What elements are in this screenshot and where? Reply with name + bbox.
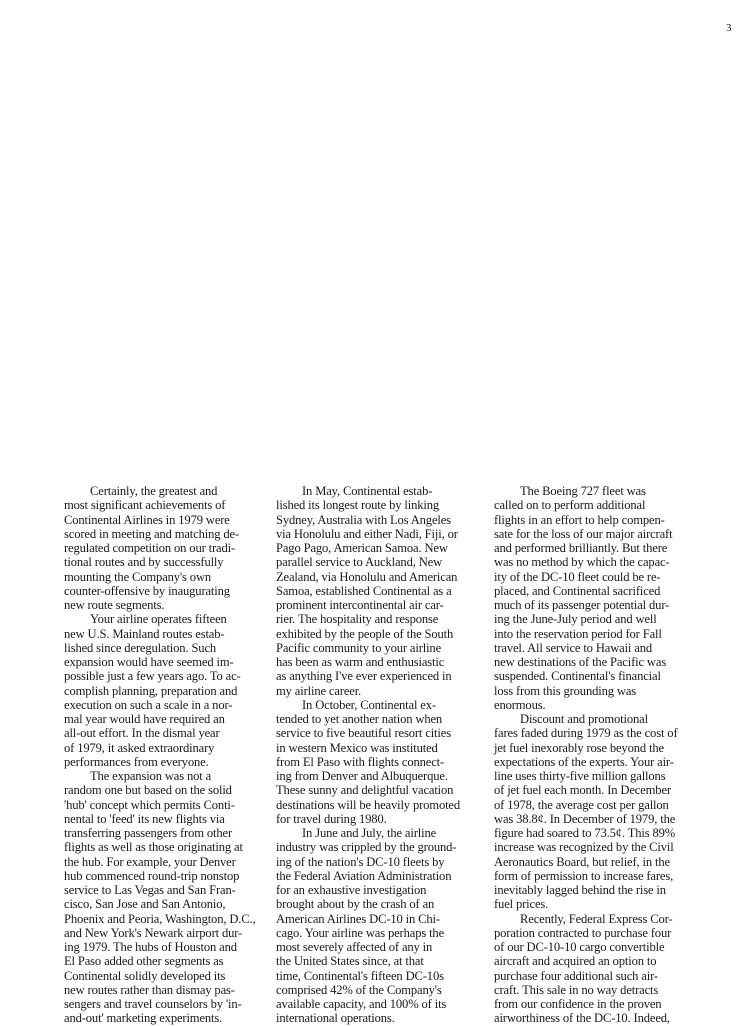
text-line: new destinations of the Pacific was <box>494 655 667 669</box>
text-line: destinations will be heavily promoted <box>276 797 461 812</box>
paragraph <box>494 484 712 712</box>
text-line: prominent intercontinental air car- <box>276 598 444 612</box>
text-line: complish planning, preparation and <box>64 683 238 698</box>
text-line: scored in meeting and matching de- <box>64 526 240 541</box>
paragraph <box>276 484 494 698</box>
text-line: time, Continental's fifteen DC-10s <box>276 968 444 983</box>
text-line: of our DC-10-10 cargo convertible <box>494 940 665 954</box>
text-line: In October, Continental ex- <box>302 697 436 712</box>
text-line: The expansion was not a <box>90 769 212 783</box>
page-number: 3 <box>726 22 732 34</box>
text-line: travel. All service to Hawaii and <box>494 640 653 655</box>
text-line: poration contracted to purchase four <box>494 925 672 940</box>
text-line: ity of the DC-10 fleet could be re- <box>494 569 661 584</box>
text-line: ing the June-July period and well <box>494 612 657 627</box>
text-line: Pacific community to your airline <box>276 640 442 655</box>
text-line: brought about by the crash of an <box>276 897 435 912</box>
text-line: purchase four additional such air- <box>494 968 658 983</box>
text-line: comprised 42% of the Company's <box>276 982 442 997</box>
text-line: Aeronautics Board, but relief, in the <box>494 854 670 869</box>
text-line: suspended. Continental's financial <box>494 669 661 684</box>
text-line: sate for the loss of our major aircraft <box>494 526 673 541</box>
text-line: was 38.8¢. In December of 1979, the <box>494 811 676 826</box>
text-line: fares faded during 1979 as the cost of <box>494 726 678 741</box>
text-line: expansion would have seemed im- <box>64 655 234 669</box>
text-line: of 1978, the average cost per gallon <box>494 797 669 812</box>
text-line: lished since deregulation. Such <box>64 640 217 655</box>
text-line: execution on such a scale in a nor- <box>64 697 233 712</box>
text-line: in western Mexico was instituted <box>276 740 438 755</box>
text-line: form of permission to increase fares, <box>494 868 674 883</box>
text-line: flights in an effort to help compen- <box>494 512 665 527</box>
text-line: possible just a few years ago. To ac- <box>64 669 241 684</box>
text-line: into the reservation period for Fall <box>494 626 662 641</box>
text-line: line uses thirty-five million gallons <box>494 769 666 783</box>
text-line: international operations. <box>276 1011 395 1026</box>
text-column-1 <box>64 484 282 1026</box>
text-line: rier. The hospitality and response <box>276 612 439 627</box>
text-line: as anything I've ever experienced in <box>276 669 452 684</box>
text-line: all-out effort. In the dismal year <box>64 726 220 741</box>
text-line: from El Paso with flights connect- <box>276 754 445 769</box>
text-line: tional routes and by successfully <box>64 555 224 570</box>
text-line: Continental Airlines in 1979 were <box>64 512 230 527</box>
text-line: nental to 'feed' its new flights via <box>64 811 225 826</box>
paragraph <box>276 826 494 1026</box>
text-line: service to Las Vegas and San Fran- <box>64 883 236 897</box>
text-line: cisco, San Jose and San Antonio, <box>64 897 226 912</box>
text-line: lished its longest route by linking <box>276 498 440 513</box>
text-line: inevitably lagged behind the rise in <box>494 883 666 897</box>
text-line: mal year would have required an <box>64 712 225 726</box>
text-line: most significant achievements of <box>64 498 226 513</box>
text-line: airworthiness of the DC-10. Indeed, <box>494 1011 670 1026</box>
paragraph <box>64 612 282 769</box>
text-line: regulated competition on our tradi- <box>64 541 236 555</box>
text-line: has been as warm and enthusiastic <box>276 655 445 669</box>
text-line: service to five beautiful resort cities <box>276 726 451 741</box>
text-line: mounting the Company's own <box>64 569 212 584</box>
text-line: industry was crippled by the ground- <box>276 840 457 855</box>
text-line: Sydney, Australia with Los Angeles <box>276 512 451 527</box>
text-line: and-out' marketing experiments. <box>64 1011 223 1026</box>
text-line: random one but based on the solid <box>64 783 232 798</box>
text-line: counter-offensive by inaugurating <box>64 583 230 598</box>
text-line: parallel service to Auckland, New <box>276 555 443 570</box>
text-line: of jet fuel each month. In December <box>494 783 671 798</box>
text-line: Recently, Federal Express Cor- <box>520 911 673 926</box>
text-line: exhibited by the people of the South <box>276 626 454 641</box>
text-line: enormous. <box>494 697 546 712</box>
text-column-2 <box>276 484 494 1026</box>
paragraph <box>64 484 282 612</box>
text-line: The Boeing 727 fleet was <box>520 484 646 498</box>
text-line: Certainly, the greatest and <box>90 484 218 498</box>
text-line: hub commenced round-trip nonstop <box>64 868 240 883</box>
text-line: 'hub' concept which permits Conti- <box>64 797 235 812</box>
text-line: figure had soared to 73.5¢. This 89% <box>494 826 676 840</box>
text-line: and performed brilliantly. But there <box>494 541 668 555</box>
text-line: In June and July, the airline <box>302 826 437 840</box>
text-line: flights as well as those originating at <box>64 840 243 855</box>
text-line: and New York's Newark airport dur- <box>64 925 243 940</box>
text-line: cago. Your airline was perhaps the <box>276 925 445 940</box>
text-line: Phoenix and Peoria, Washington, D.C., <box>64 911 256 926</box>
paragraph <box>64 769 282 1026</box>
text-line: loss from this grounding was <box>494 683 637 698</box>
text-line: available capacity, and 100% of its <box>276 997 447 1011</box>
paragraph <box>276 698 494 826</box>
text-line: for an exhaustive investigation <box>276 883 427 897</box>
text-line: tended to yet another nation when <box>276 712 443 726</box>
text-line: the hub. For example, your Denver <box>64 854 236 869</box>
paragraph <box>494 712 712 912</box>
text-line: much of its passenger potential dur- <box>494 598 670 612</box>
text-line: fuel prices. <box>494 897 549 912</box>
text-line: the Federal Aviation Administration <box>276 868 452 883</box>
text-line: Zealand, via Honolulu and American <box>276 569 458 584</box>
text-line: called on to perform additional <box>494 498 646 513</box>
text-line: ing of the nation's DC-10 fleets by <box>276 854 445 869</box>
text-line: the United States since, at that <box>276 954 424 969</box>
text-line: American Airlines DC-10 in Chi- <box>276 911 440 926</box>
text-line: ing from Denver and Albuquerque. <box>276 769 448 783</box>
text-line: These sunny and delightful vacation <box>276 783 454 798</box>
text-line: for travel during 1980. <box>276 811 387 826</box>
text-line: performances from everyone. <box>64 754 209 769</box>
text-line: transferring passengers from other <box>64 826 233 840</box>
text-line: Samoa, established Continental as a <box>276 583 452 598</box>
text-line: Discount and promotional <box>520 712 648 726</box>
text-line: In May, Continental estab- <box>302 484 433 498</box>
text-line: Continental solidly developed its <box>64 968 226 983</box>
text-line: placed, and Continental sacrificed <box>494 583 661 598</box>
text-line: Pago Pago, American Samoa. New <box>276 541 448 555</box>
text-line: expectations of the experts. Your air- <box>494 754 674 769</box>
text-line: new U.S. Mainland routes estab- <box>64 626 225 641</box>
text-column-3 <box>494 484 712 1026</box>
text-line: sengers and travel counselors by 'in- <box>64 997 242 1011</box>
text-line: aircraft and acquired an option to <box>494 954 657 969</box>
text-line: craft. This sale in no way detracts <box>494 982 659 997</box>
text-line: my airline career. <box>276 683 362 698</box>
text-line: from our confidence in the proven <box>494 997 662 1011</box>
text-line: ing 1979. The hubs of Houston and <box>64 940 237 954</box>
text-line: El Paso added other segments as <box>64 954 224 969</box>
text-line: new routes rather than dismay pas- <box>64 982 235 997</box>
text-line: new route segments. <box>64 598 165 612</box>
text-line: increase was recognized by the Civil <box>494 840 674 855</box>
text-line: was no method by which the capac- <box>494 555 670 570</box>
text-line: jet fuel inexorably rose beyond the <box>494 740 664 755</box>
text-line: most severely affected of any in <box>276 940 433 954</box>
text-line: via Honolulu and either Nadi, Fiji, or <box>276 526 458 541</box>
text-line: of 1979, it asked extraordinary <box>64 740 215 755</box>
text-line: Your airline operates fifteen <box>90 612 227 627</box>
